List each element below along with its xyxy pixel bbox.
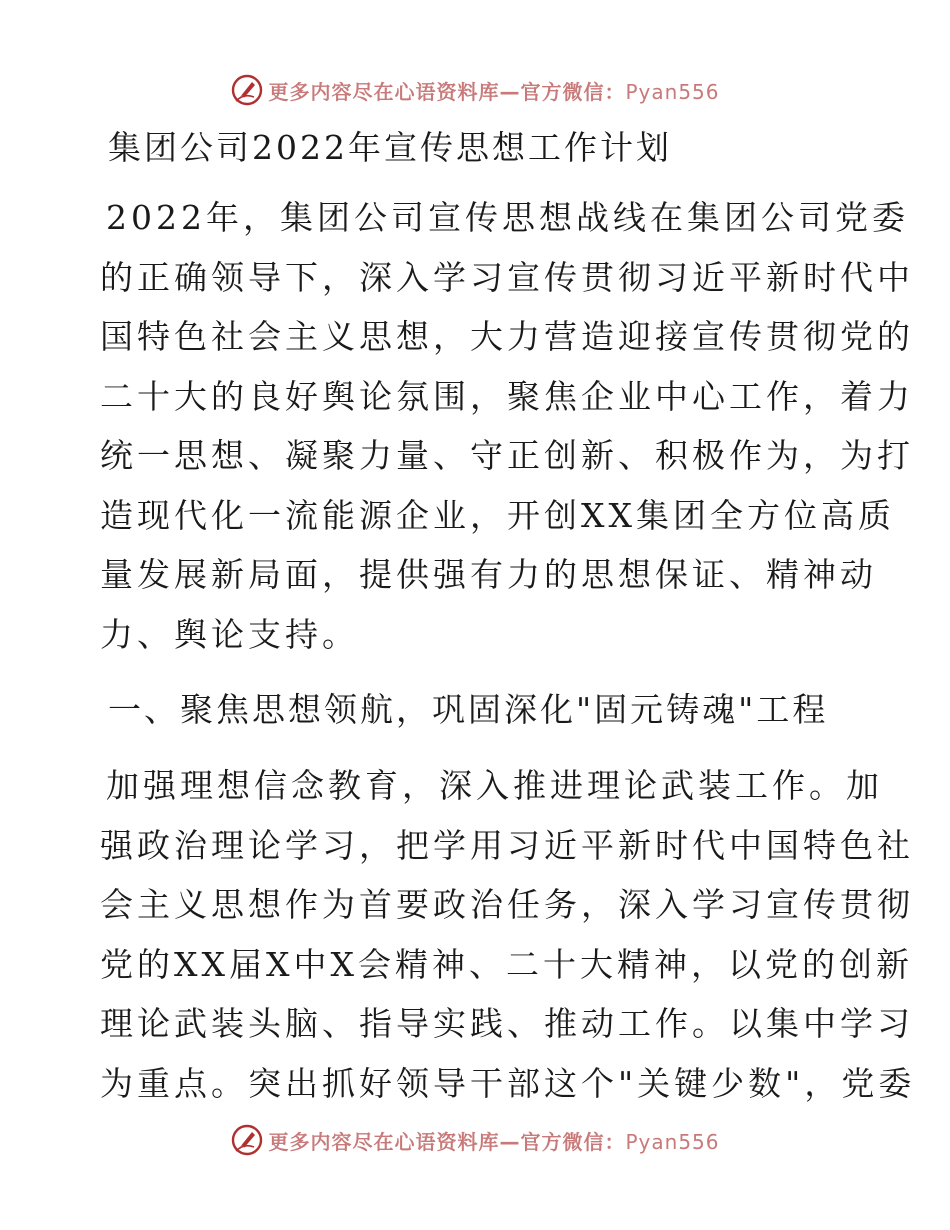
text-line: 会主义思想作为首要政治任务，深入学习宣传贯彻 <box>100 885 914 924</box>
document-title: 集团公司2022年宣传思想工作计划 <box>108 128 672 167</box>
text-line: 二十大的良好舆论氛围，聚焦企业中心工作，着力 <box>100 376 914 416</box>
text-line: 国特色社会主义思想，大力营造迎接宣传贯彻党的 <box>100 317 914 356</box>
text-line: 2022年，集团公司宣传思想战线在集团公司党委 <box>106 198 909 237</box>
text-line: 统一思想、凝聚力量、守正创新、积极作为，为打 <box>100 436 914 475</box>
text-line: 为重点。突出抓好领导干部这个"关键少数"，党委 <box>100 1063 916 1103</box>
document-body <box>100 118 916 1113</box>
paragraph-section1 <box>100 756 916 1113</box>
watermark-footer <box>0 1120 950 1160</box>
text-line: 理论武装头脑、指导实践、推动工作。以集中学习 <box>100 1004 914 1043</box>
watermark-header <box>0 70 950 110</box>
paragraph-intro <box>100 188 914 664</box>
pen-nib-logo-icon <box>230 1123 264 1157</box>
text-line: 造现代化一流能源企业，开创XX集团全方位高质 <box>100 495 895 535</box>
text-line: 力、舆论支持。 <box>100 614 359 654</box>
pen-nib-logo-icon <box>230 73 264 107</box>
text-line: 的正确领导下，深入学习宣传贯彻习近平新时代中 <box>100 257 914 297</box>
text-line: 加强理想信念教育，深入推进理论武装工作。加 <box>106 766 883 805</box>
section-heading: 一、聚焦思想领航，巩固深化"固元铸魂"工程 <box>108 690 829 729</box>
text-line: 强政治理论学习，把学用习近平新时代中国特色社 <box>100 825 914 865</box>
watermark-text: 更多内容尽在心语资料库—官方微信：Pyan556 <box>268 1129 720 1154</box>
text-line: 量发展新局面，提供强有力的思想保证、精神动 <box>100 555 877 594</box>
watermark-text: 更多内容尽在心语资料库—官方微信：Pyan556 <box>268 79 720 104</box>
text-line: 党的XX届X中X会精神、二十大精神，以党的创新 <box>100 944 913 984</box>
